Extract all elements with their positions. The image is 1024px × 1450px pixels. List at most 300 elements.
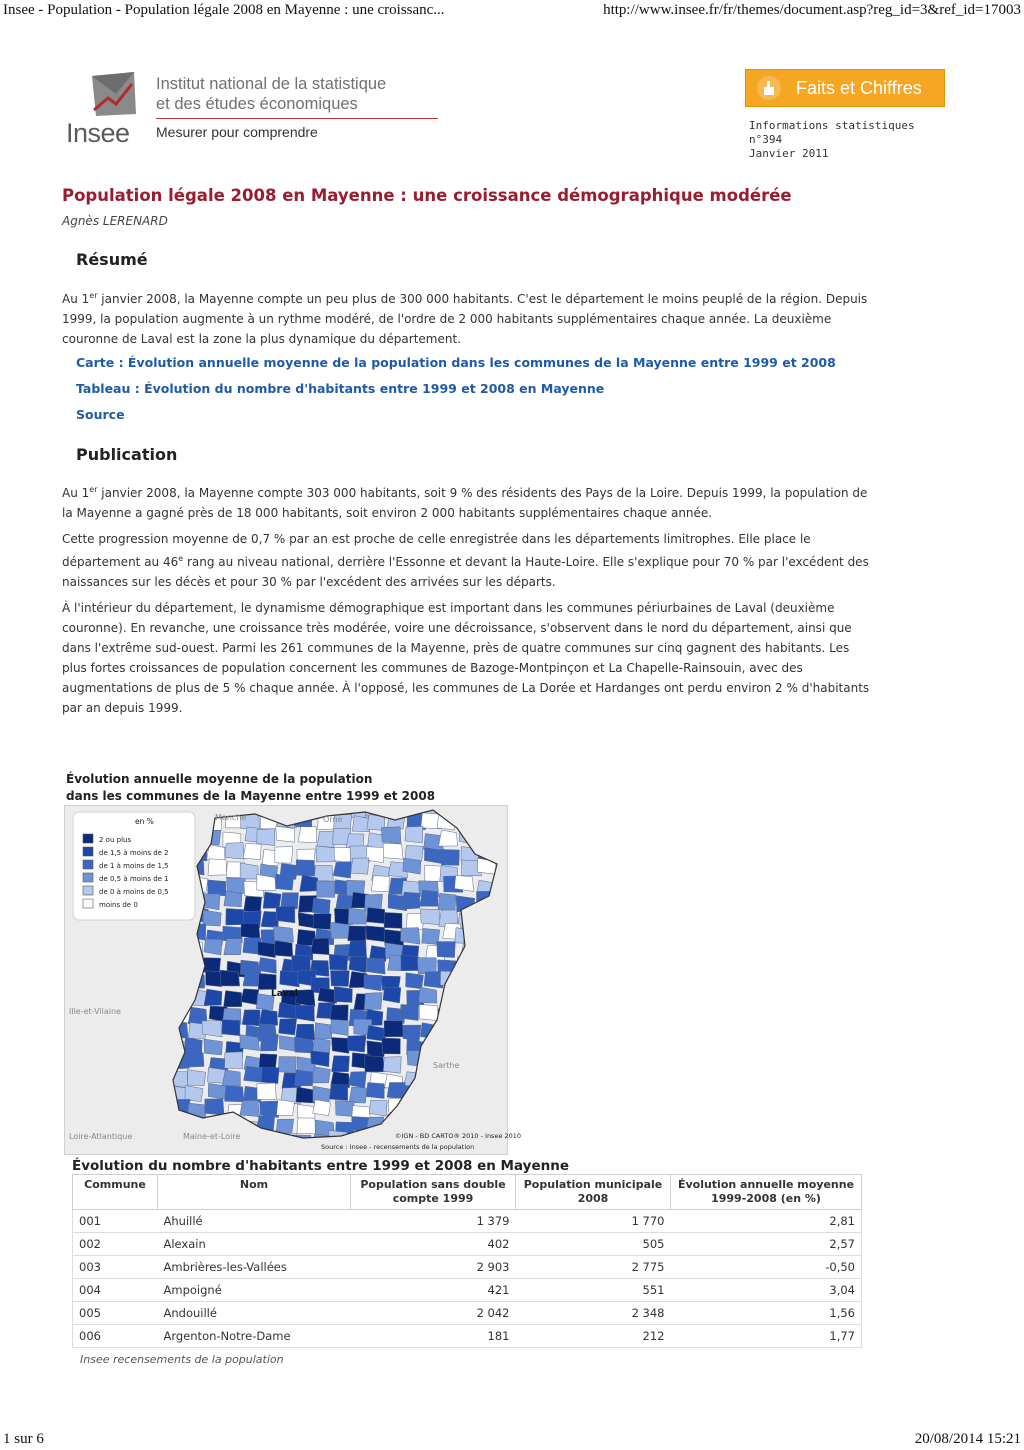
commune-shape — [440, 971, 458, 987]
institute-name-line1: Institut national de la statistique — [156, 75, 387, 93]
commune-shape — [315, 1023, 333, 1040]
commune-shape — [150, 1120, 168, 1136]
table-row — [73, 1325, 862, 1348]
commune-shape — [440, 1022, 458, 1038]
commune-shape — [364, 975, 382, 991]
map-source: Source : Insee - recensements de la population — [321, 1143, 475, 1151]
commune-shape — [401, 1104, 419, 1120]
commune-shape — [222, 1020, 240, 1036]
commune-shape — [455, 876, 474, 892]
table-row — [73, 1256, 862, 1279]
label-laval: Laval — [271, 989, 298, 999]
commune-shape — [381, 827, 401, 844]
commune-shape — [185, 955, 203, 971]
commune-shape — [421, 909, 441, 925]
commune-shape — [277, 1100, 295, 1116]
commune-shape — [332, 1056, 350, 1072]
commune-shape — [475, 798, 493, 814]
commune-shape — [202, 1021, 222, 1038]
table-row — [73, 1210, 862, 1233]
resume-heading: Résumé — [76, 250, 148, 269]
table-cell: 2 903 — [351, 1256, 516, 1279]
commune-shape — [493, 1089, 511, 1105]
commune-shape — [243, 970, 261, 986]
faits-et-chiffres-button[interactable] — [745, 69, 945, 107]
commune-shape — [220, 970, 240, 986]
commune-shape — [152, 1023, 171, 1039]
commune-shape — [402, 892, 420, 909]
commune-shape — [169, 1023, 188, 1039]
legend-label: de 0,5 à moins de 1 — [99, 875, 169, 883]
commune-shape — [330, 922, 349, 938]
commune-shape — [225, 1052, 243, 1069]
table-cell: 1 379 — [351, 1210, 516, 1233]
commune-shape — [317, 831, 335, 847]
print-page-title: Insee - Population - Population légale 2008 en Mayenne : une croissanc... — [3, 2, 445, 18]
commune-shape — [492, 898, 510, 914]
insee-logo[interactable] — [64, 68, 424, 148]
legend-swatch — [83, 886, 93, 895]
label-loire-atlantique: Loire-Atlantique — [69, 1132, 133, 1141]
commune-shape — [420, 890, 438, 906]
commune-shape — [292, 956, 311, 972]
page-counter: 1 sur 6 — [3, 1431, 44, 1447]
commune-shape — [224, 991, 242, 1007]
commune-shape — [240, 1120, 258, 1136]
publication-heading: Publication — [76, 445, 178, 464]
commune-shape — [317, 881, 335, 897]
commune-shape — [439, 830, 458, 846]
commune-shape — [387, 813, 405, 829]
publication-paragraph-3: À l'intérieur du département, le dynamisme démographique est important dans les communes périurbaines de Laval (deuxième couronne). En revanche, une croissance très modérée, voire une décroissance, s'observent dans le nord du département, ainsi que dans l'extrême sud-ouest. Parmi les 261 communes de la Mayenne, près de quatre communes sur cinq gagnent des habitants. Les plus fortes croissances de population concernent les communes de Bazoge-Montpinçon et La Chapelle-Rainsouin, avec des augmentations de plus de 5 % chaque année. À l'opposé, les communes de La Dorée et Hardanges ont perdu environ 2 % d'habitants par an depuis 1999. — [62, 601, 870, 715]
commune-shape — [438, 1009, 456, 1025]
commune-shape — [366, 847, 384, 863]
commune-shape — [401, 928, 421, 945]
commune-shape — [276, 906, 295, 923]
commune-shape — [424, 848, 442, 864]
commune-shape — [454, 988, 473, 1005]
commune-shape — [151, 1086, 170, 1102]
info-series: Informations statistiques — [749, 119, 915, 132]
commune-shape — [184, 940, 202, 956]
legend-label: 2 ou plus — [99, 836, 132, 844]
commune-shape — [330, 971, 349, 987]
commune-shape — [313, 1100, 331, 1116]
commune-shape — [474, 977, 492, 993]
commune-shape — [330, 1005, 348, 1021]
label-manche: Manche — [215, 813, 247, 822]
table-cell: Ahuillé — [158, 1210, 351, 1233]
commune-shape — [298, 827, 317, 843]
insee-wordmark: Insee — [66, 118, 130, 148]
commune-shape — [208, 880, 226, 896]
commune-shape — [478, 1066, 498, 1082]
commune-shape — [222, 1070, 240, 1086]
commune-shape — [496, 1057, 514, 1073]
commune-shape — [437, 814, 455, 830]
commune-shape — [387, 1114, 406, 1130]
commune-shape — [296, 860, 315, 876]
table-cell: 212 — [516, 1325, 671, 1348]
map-title-line2: dans les communes de la Mayenne entre 1999 et 2008 — [66, 789, 436, 803]
commune-shape — [154, 1055, 172, 1072]
commune-shape — [170, 923, 188, 939]
table-source: Insee recensements de la population — [80, 1353, 284, 1366]
table-link[interactable]: Tableau : Évolution du nombre d'habitants entre 1999 et 2008 en Mayenne — [76, 381, 605, 396]
commune-shape — [313, 1067, 331, 1083]
map-link[interactable]: Carte : Évolution annuelle moyenne de la population dans les communes de la Mayenne entre 1999 et 2008 — [76, 355, 836, 370]
commune-shape — [472, 829, 491, 845]
commune-shape — [205, 1099, 224, 1115]
map-legend — [73, 812, 195, 920]
commune-shape — [156, 930, 175, 946]
commune-shape — [187, 1070, 206, 1086]
legend-swatch — [83, 834, 93, 843]
commune-shape — [225, 843, 244, 860]
commune-shape — [260, 813, 278, 829]
commune-shape — [348, 926, 366, 942]
table-row — [73, 1233, 862, 1256]
commune-shape — [383, 1057, 401, 1074]
print-page-url[interactable]: http://www.insee.fr/fr/themes/document.asp?reg_id=3&ref_id=17003 — [603, 2, 1021, 18]
col-nom: Nom — [158, 1175, 351, 1210]
commune-shape — [367, 908, 385, 924]
choropleth-map — [64, 805, 522, 1155]
hand-pointer-icon — [756, 75, 782, 101]
faits-et-chiffres-label: Faits et Chiffres — [796, 77, 922, 98]
commune-shape — [348, 908, 366, 924]
commune-shape — [417, 958, 436, 974]
commune-shape — [371, 876, 389, 892]
commune-shape — [334, 847, 353, 863]
commune-shape — [334, 987, 352, 1003]
commune-shape — [149, 1136, 167, 1152]
commune-shape — [406, 973, 424, 989]
print-footer — [3, 1428, 1021, 1448]
commune-shape — [425, 1088, 443, 1104]
label-orne: Orne — [323, 815, 343, 824]
commune-shape — [475, 909, 493, 925]
source-link[interactable]: Source — [76, 407, 125, 422]
print-header — [3, 2, 1021, 22]
commune-shape — [364, 993, 382, 1010]
commune-shape — [257, 1135, 275, 1151]
publication-paragraph-1: Au 1er janvier 2008, la Mayenne compte 303 000 habitants, soit 9 % des résidents des Pays de la Loire. Depuis 1999, la population de la Mayenne a gagné près de 18 000 habitants, soit environ 2 000 habitants supplémentaires chaque année. — [62, 485, 868, 520]
commune-shape — [474, 813, 494, 829]
legend-label: de 1,5 à moins de 2 — [99, 849, 169, 857]
commune-shape — [280, 971, 300, 987]
commune-shape — [203, 910, 221, 926]
col-evolution: Évolution annuelle moyenne 1999-2008 (en %) — [671, 1175, 862, 1210]
commune-shape — [259, 1009, 278, 1025]
commune-shape — [494, 990, 513, 1006]
commune-shape — [404, 1072, 422, 1088]
commune-shape — [330, 1020, 348, 1036]
commune-shape — [440, 800, 459, 816]
commune-shape — [274, 941, 293, 957]
table-cell: 2 042 — [351, 1302, 516, 1325]
table-cell: Andouillé — [158, 1302, 351, 1325]
table-cell: Ampoigné — [158, 1279, 351, 1302]
commune-shape — [473, 959, 491, 975]
commune-shape — [419, 987, 437, 1003]
legend-label: de 0 à moins de 0,5 — [99, 888, 169, 896]
commune-shape — [436, 1089, 454, 1105]
table-row — [73, 1302, 862, 1325]
commune-shape — [295, 1005, 314, 1021]
commune-shape — [496, 1099, 514, 1116]
commune-shape — [421, 1103, 439, 1119]
table-cell: 2,57 — [671, 1233, 862, 1256]
legend-unit: en % — [135, 817, 154, 826]
commune-shape — [257, 1083, 276, 1100]
table-cell: 002 — [73, 1233, 158, 1256]
legend-label: de 1 à moins de 1,5 — [99, 862, 169, 870]
commune-shape — [244, 1066, 262, 1082]
commune-shape — [186, 972, 204, 988]
legend-swatch — [83, 860, 93, 869]
commune-shape — [478, 858, 496, 874]
commune-shape — [475, 1022, 493, 1038]
commune-shape — [151, 1009, 169, 1025]
label-maine-et-loire: Maine-et-Loire — [183, 1132, 241, 1141]
commune-shape — [497, 971, 516, 987]
commune-shape — [311, 938, 329, 955]
commune-shape — [332, 1037, 351, 1053]
commune-shape — [419, 1005, 439, 1021]
logo-divider — [156, 118, 438, 119]
publication-info — [749, 119, 915, 161]
commune-shape — [476, 1099, 494, 1115]
commune-shape — [496, 940, 514, 957]
commune-shape — [313, 914, 331, 930]
commune-shape — [204, 1039, 223, 1055]
table-cell: 402 — [351, 1233, 516, 1256]
commune-shape — [240, 1035, 260, 1051]
commune-shape — [442, 991, 460, 1007]
table-cell: 001 — [73, 1210, 158, 1233]
commune-shape — [204, 939, 222, 955]
commune-shape — [458, 974, 478, 990]
commune-shape — [258, 942, 277, 958]
commune-shape — [154, 990, 172, 1006]
table-cell: 505 — [516, 1233, 671, 1256]
commune-shape — [224, 1115, 242, 1131]
commune-shape — [318, 987, 337, 1003]
info-date: Janvier 2011 — [749, 147, 829, 160]
commune-shape — [492, 882, 510, 898]
commune-shape — [497, 960, 515, 976]
commune-shape — [167, 954, 186, 970]
commune-shape — [204, 989, 222, 1006]
commune-shape — [208, 859, 227, 876]
commune-shape — [366, 958, 385, 974]
print-datetime: 20/08/2014 15:21 — [914, 1431, 1021, 1447]
commune-shape — [384, 1021, 404, 1037]
table-cell: 006 — [73, 1325, 158, 1348]
commune-shape — [241, 923, 260, 939]
commune-shape — [382, 1038, 401, 1054]
commune-shape — [458, 1114, 478, 1131]
commune-shape — [401, 955, 419, 971]
commune-shape — [154, 970, 172, 987]
insee-emblem-icon — [86, 70, 140, 118]
table-cell: 181 — [351, 1325, 516, 1348]
population-table — [72, 1174, 862, 1348]
commune-shape — [300, 875, 318, 892]
legend-swatch — [83, 873, 93, 882]
commune-shape — [454, 1098, 472, 1114]
commune-shape — [473, 928, 491, 944]
commune-shape — [384, 912, 402, 928]
link-list — [62, 355, 872, 423]
table-cell: 004 — [73, 1279, 158, 1302]
commune-shape — [497, 862, 515, 878]
label-ille-et-vilaine: Ille-et-Vilaine — [69, 1007, 121, 1016]
commune-shape — [366, 926, 386, 942]
commune-shape — [478, 946, 496, 962]
commune-shape — [276, 874, 294, 890]
commune-shape — [149, 939, 167, 955]
table-cell: Ambrières-les-Vallées — [158, 1256, 351, 1279]
article — [62, 186, 872, 718]
table-cell: 2 775 — [516, 1256, 671, 1279]
col-pop-1999: Population sans double compte 1999 — [351, 1175, 516, 1210]
commune-shape — [238, 1131, 256, 1147]
commune-shape — [258, 973, 276, 989]
institute-name-line2: et des études économiques — [156, 95, 358, 113]
commune-shape — [242, 1010, 260, 1026]
commune-shape — [275, 847, 293, 864]
commune-shape — [473, 1086, 491, 1102]
commune-shape — [170, 976, 190, 992]
commune-shape — [407, 1050, 426, 1066]
commune-shape — [438, 893, 456, 909]
commune-shape — [456, 896, 475, 912]
commune-shape — [208, 1067, 226, 1083]
commune-shape — [369, 1100, 387, 1116]
commune-shape — [492, 1009, 510, 1025]
commune-shape — [260, 1035, 278, 1052]
commune-shape — [403, 858, 421, 874]
commune-shape — [349, 1087, 367, 1103]
commune-shape — [383, 987, 401, 1003]
commune-shape — [480, 1004, 498, 1020]
commune-shape — [366, 1083, 384, 1099]
commune-shape — [458, 1007, 476, 1024]
commune-shape — [441, 849, 460, 865]
commune-shape — [185, 1050, 204, 1067]
resume-paragraph: Au 1er janvier 2008, la Mayenne compte un peu plus de 300 000 habitants. C'est le département le moins peuplé de la région. Depuis 1999, la population augmente à un rythme modéré, de l'ordre de 2 000 habitants supplémentaires chaque année. La deuxième couronne de Laval est la zone la plus dynamique du département. — [62, 291, 868, 346]
commune-shape — [472, 992, 491, 1008]
commune-shape — [477, 891, 496, 907]
table-cell: 2 348 — [516, 1302, 671, 1325]
commune-shape — [296, 990, 316, 1007]
commune-shape — [496, 927, 515, 944]
commune-shape — [437, 942, 456, 958]
commune-shape — [348, 1072, 366, 1089]
commune-shape — [457, 811, 477, 828]
commune-shape — [496, 1022, 514, 1038]
commune-shape — [443, 1070, 462, 1087]
commune-shape — [383, 843, 403, 859]
legend-swatch — [83, 847, 93, 856]
commune-shape — [155, 1100, 174, 1116]
commune-shape — [454, 1082, 473, 1098]
table-title: Évolution du nombre d'habitants entre 1999 et 2008 en Mayenne — [72, 1158, 569, 1174]
table-cell: 003 — [73, 1256, 158, 1279]
commune-shape — [274, 926, 294, 942]
commune-shape — [257, 829, 275, 846]
commune-shape — [153, 1035, 173, 1052]
commune-shape — [456, 957, 474, 973]
logo-motto: Mesurer pour comprendre — [156, 124, 318, 140]
commune-shape — [226, 909, 245, 926]
label-sarthe: Sarthe — [433, 1061, 460, 1070]
commune-shape — [491, 909, 509, 925]
commune-shape — [498, 1041, 516, 1057]
commune-shape — [422, 1115, 441, 1131]
table-cell: 005 — [73, 1302, 158, 1325]
commune-shape — [279, 1019, 297, 1035]
publication-paragraph-2: Cette progression moyenne de 0,7 % par an est proche de celle enregistrée dans les départements limitrophes. Elle place le département au 46e rang au niveau national, derrière l'Essonne et devant la Haute-Loire. Elle s'explique pour 70 % par l'excédent des naissances sur les décès et pour 30 % par l'excédent des arrivées sur les départs. — [62, 532, 869, 589]
commune-shape — [349, 956, 367, 973]
commune-shape — [455, 800, 473, 817]
commune-shape — [172, 1099, 190, 1116]
commune-shape — [475, 1055, 493, 1071]
table-cell: Alexain — [158, 1233, 351, 1256]
commune-shape — [330, 1085, 348, 1101]
table-cell: 1,56 — [671, 1302, 862, 1325]
commune-shape — [401, 1005, 419, 1021]
commune-shape — [224, 939, 242, 955]
commune-shape — [170, 989, 188, 1005]
info-number: n°394 — [749, 133, 783, 146]
commune-shape — [312, 898, 330, 914]
table-cell: 3,04 — [671, 1279, 862, 1302]
commune-shape — [152, 1067, 170, 1083]
table-cell: 2,81 — [671, 1210, 862, 1233]
article-title: Population légale 2008 en Mayenne : une croissance démographique modérée — [62, 186, 792, 205]
commune-shape — [295, 1070, 313, 1086]
legend-swatch — [83, 899, 93, 908]
commune-shape — [208, 1083, 227, 1099]
legend-label: moins de 0 — [99, 901, 138, 909]
commune-shape — [365, 1056, 385, 1072]
table-header-row — [73, 1175, 862, 1210]
commune-shape — [241, 989, 259, 1005]
commune-shape — [296, 1087, 314, 1103]
table-row — [73, 1279, 862, 1302]
table-cell: 1,77 — [671, 1325, 862, 1348]
table-cell: 1 770 — [516, 1210, 671, 1233]
commune-shape — [297, 1118, 316, 1134]
commune-shape — [224, 891, 242, 907]
commune-shape — [261, 1068, 279, 1084]
commune-shape — [167, 940, 186, 956]
article-author: Agnès LERENARD — [62, 214, 168, 228]
commune-shape — [188, 1117, 207, 1133]
table-cell: 421 — [351, 1279, 516, 1302]
commune-shape — [424, 971, 443, 988]
map-canvas — [65, 806, 522, 1154]
commune-shape — [442, 1101, 460, 1118]
commune-shape — [316, 846, 336, 862]
commune-shape — [454, 1038, 474, 1054]
commune-shape — [153, 962, 171, 978]
commune-shape — [225, 1086, 244, 1102]
commune-shape — [351, 858, 369, 874]
